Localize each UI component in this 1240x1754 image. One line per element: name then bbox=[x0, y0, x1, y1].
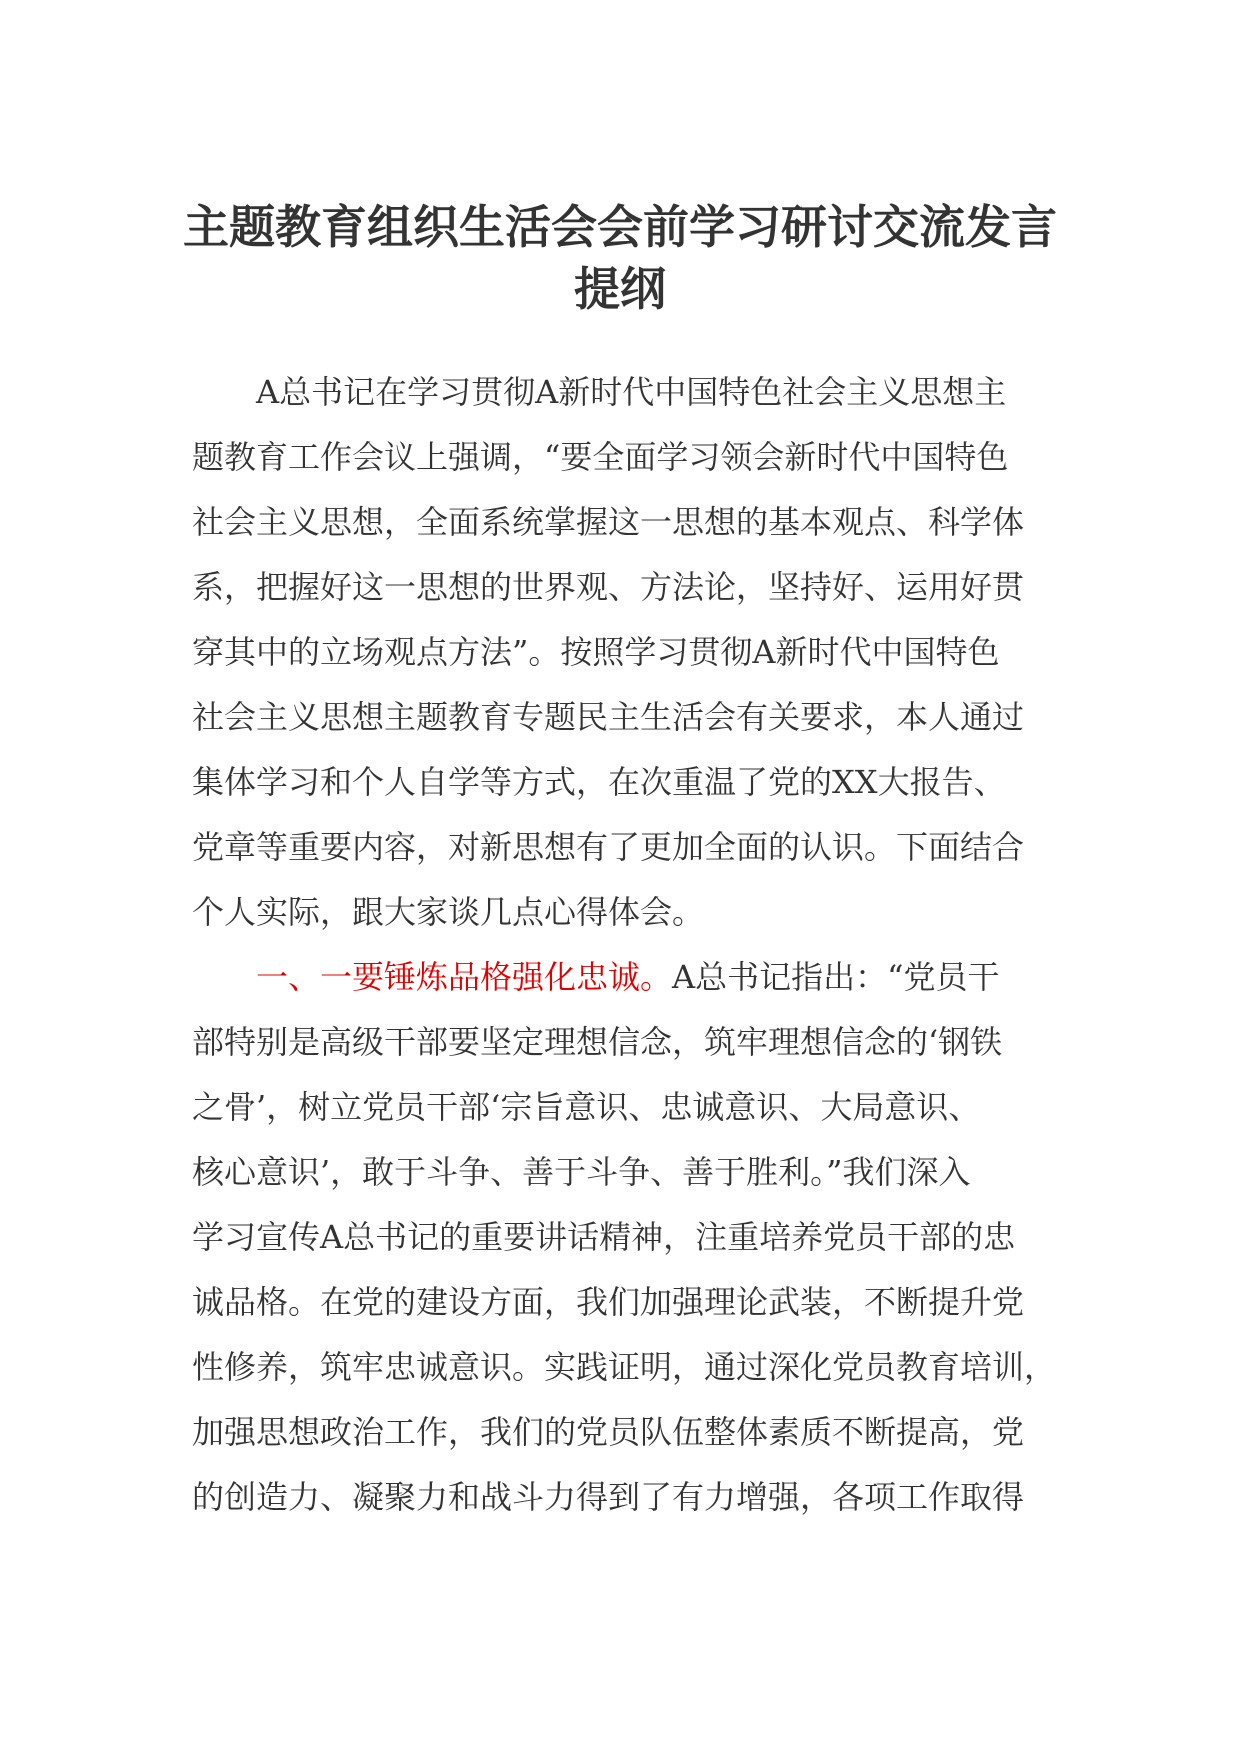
title-line-1: 主题教育组织生活会会前学习研讨交流发言 bbox=[183, 200, 1057, 254]
paragraph-line: 个人实际，跟大家谈几点心得体会。 bbox=[192, 893, 705, 931]
paragraph-line: 集体学习和个人自学等方式，在次重温了党的XX大报告、 bbox=[192, 763, 1006, 801]
section-1-first-line bbox=[192, 945, 1052, 1010]
document-body bbox=[192, 360, 1057, 1530]
paragraph-line: 之骨’，树立党员干部‘宗旨意识、忠诚意识、大局意识、 bbox=[192, 1088, 981, 1126]
document-title bbox=[150, 196, 1090, 320]
paragraph-line: 性修养，筑牢忠诚意识。实践证明，通过深化党员教育培训， bbox=[192, 1348, 1057, 1386]
paragraph-line: 的创造力、凝聚力和战斗力得到了有力增强，各项工作取得 bbox=[192, 1478, 1025, 1516]
paragraph-line: 核心意识’，敢于斗争、善于斗争、善于胜利。”我们深入 bbox=[192, 1153, 971, 1191]
paragraph-line: 穿其中的立场观点方法”。按照学习贯彻A新时代中国特色 bbox=[192, 633, 1000, 671]
paragraph-line: 党章等重要内容，对新思想有了更加全面的认识。下面结合 bbox=[192, 828, 1025, 866]
paragraph-line: 社会主义思想主题教育专题民主生活会有关要求，本人通过 bbox=[192, 698, 1025, 736]
paragraph-line: 学习宣传A总书记的重要讲话精神，注重培养党员干部的忠 bbox=[192, 1218, 1016, 1256]
paragraph-line: 社会主义思想，全面系统掌握这一思想的基本观点、科学体 bbox=[192, 503, 1025, 541]
paragraph-line: 部特别是高级干部要坚定理想信念，筑牢理想信念的‘钢铁 bbox=[192, 1023, 1003, 1061]
section-1-paragraph bbox=[192, 945, 1057, 1530]
intro-paragraph bbox=[192, 360, 1052, 945]
paragraph-line: 加强思想政治工作，我们的党员队伍整体素质不断提高，党 bbox=[192, 1413, 1025, 1451]
paragraph-line: 诚品格。在党的建设方面，我们加强理论武装，不断提升党 bbox=[192, 1283, 1025, 1321]
section-1-heading: 一、一要锤炼品格强化忠诚。 bbox=[256, 958, 673, 996]
title-line-2: 提纲 bbox=[574, 262, 666, 316]
paragraph-line: 题教育工作会议上强调，“要全面学习领会新时代中国特色 bbox=[192, 438, 1009, 476]
section-1-first-line-text: A总书记指出：“党员干 bbox=[672, 958, 1000, 996]
paragraph-line: A总书记在学习贯彻A新时代中国特色社会主义思想主 bbox=[256, 373, 1007, 411]
paragraph-line: 系，把握好这一思想的世界观、方法论，坚持好、运用好贯 bbox=[192, 568, 1025, 606]
